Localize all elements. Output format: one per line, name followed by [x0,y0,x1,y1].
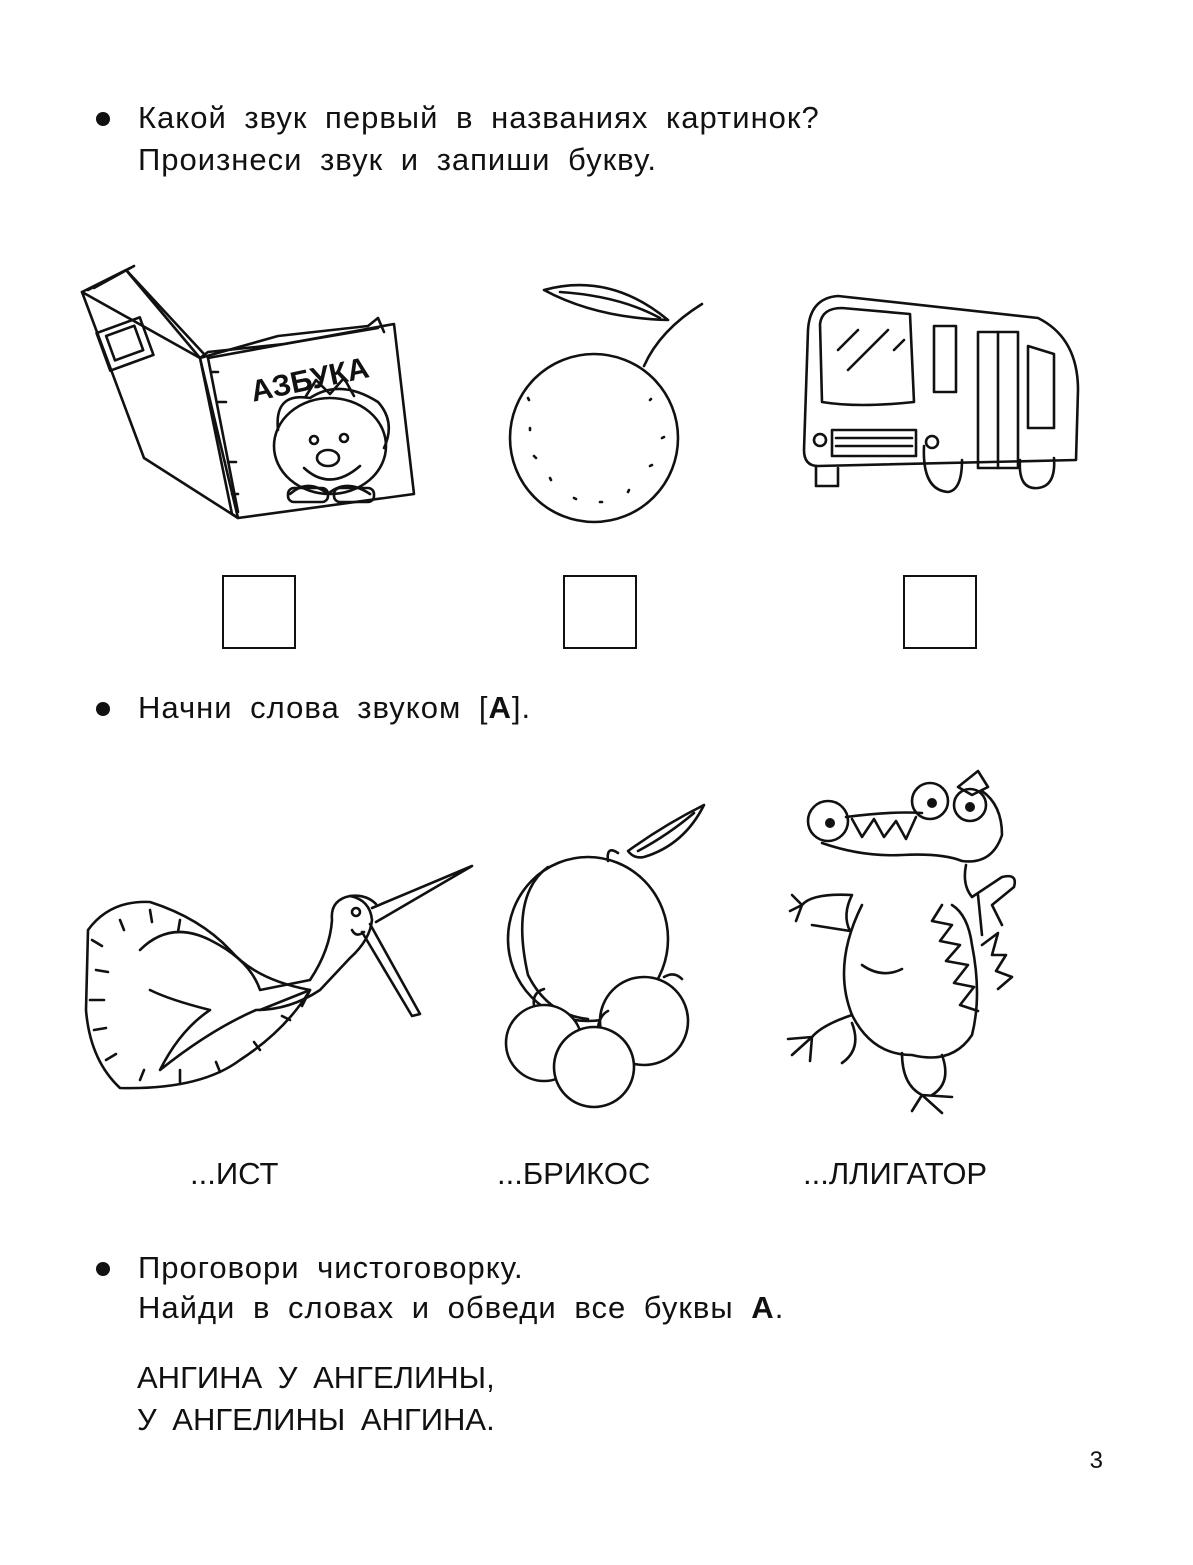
answer-box-orange[interactable] [563,575,637,649]
apricots-icon [488,805,703,1110]
page-number: 3 [1089,1447,1103,1474]
task-2-instruction [138,690,531,726]
task-1-instruction-line-1: Какой звук первый в названиях картинок? [138,100,820,135]
alphabet-book-icon [78,262,423,524]
task-2-sound-letter: А [488,690,512,725]
alligator-icon [782,765,1022,1115]
task-3-instruction-line-2 [138,1290,784,1326]
task-3-instruction-text: Найди в словах и обведи все буквы [138,1290,752,1325]
task-1-instruction-line-2: Произнеси звук и запиши букву. [138,142,657,177]
task-3-target-letter: А [751,1290,775,1325]
task-3-instruction-line-1: Проговори чистоговорку. [138,1250,524,1285]
book-cover-title: АЗБУКА [247,351,372,409]
orange-icon [500,278,710,528]
task-2-instruction-text: Начни слова звуком [ [138,690,489,725]
word-stork: ...ИСТ [190,1156,279,1191]
bus-icon [798,290,1083,505]
bullet-icon [96,112,110,126]
tongue-twister-line-1[interactable]: АНГИНА У АНГЕЛИНЫ, [137,1360,495,1395]
word-alligator: ...ЛЛИГАТОР [803,1156,988,1191]
tongue-twister-line-2[interactable]: У АНГЕЛИНЫ АНГИНА. [137,1402,495,1437]
bullet-icon [96,702,110,716]
answer-box-book[interactable] [222,575,296,649]
stork-icon [80,860,475,1105]
bullet-icon [96,1262,110,1276]
word-apricot: ...БРИКОС [497,1156,651,1191]
answer-box-bus[interactable] [903,575,977,649]
task-2-instruction-end: ]. [511,690,532,725]
task-3-instruction-end: . [774,1290,785,1325]
